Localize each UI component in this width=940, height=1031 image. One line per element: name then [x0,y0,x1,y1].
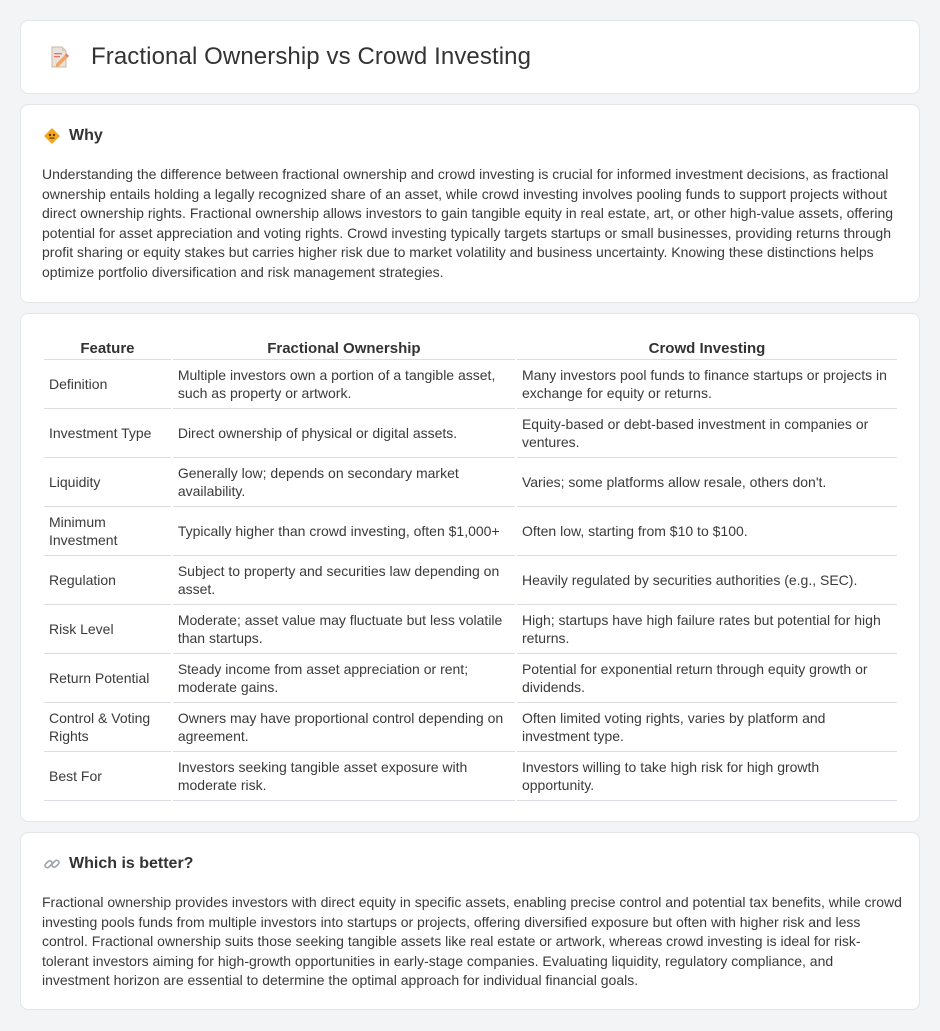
table-row [44,556,897,605]
why-section [20,104,920,303]
fractional-cell: Investors seeking tangible asset exposure with moderate risk. [173,752,515,801]
crowd-cell: Potential for exponential return through equity growth or dividends. [517,654,897,703]
header-fractional-ownership: Fractional Ownership [173,336,515,360]
comparison-table-card [20,313,920,822]
crowd-cell: High; startups have high failure rates but potential for high returns. [517,605,897,654]
fractional-cell: Typically higher than crowd investing, often $1,000+ [173,507,515,556]
crowd-cell: Often low, starting from $10 to $100. [517,507,897,556]
title-card [20,20,920,94]
why-text: Understanding the difference between fractional ownership and crowd investing is crucial for informed investment decisions, as fractional ownership entails holding a legally recognized share of an asset, while crowd investing involves pooling funds to support projects without direct ownership rights. Fractional ownership allows investors to gain tangible equity in real estate, art, or other high-value assets, offering potential for asset appreciation and voting rights. Crowd investing typically targets startups or small businesses, providing returns through profit sharing or equity stakes but carries higher risk due to market volatility and business uncertainty. Knowing these distinctions helps optimize portfolio diversification and risk management strategies. [42,166,894,280]
fractional-cell: Steady income from asset appreciation or rent; moderate gains. [173,654,515,703]
header-feature: Feature [44,336,171,360]
feature-cell: Investment Type [44,409,171,458]
fractional-cell: Owners may have proportional control depending on agreement. [173,703,515,752]
document-pencil-icon [47,45,71,69]
feature-cell: Regulation [44,556,171,605]
link-icon [43,855,61,873]
crowd-cell: Often limited voting rights, varies by platform and investment type. [517,703,897,752]
feature-cell: Definition [44,360,171,409]
table-row [44,605,897,654]
which-is-better-text: Fractional ownership provides investors with direct equity in specific assets, enabling precise control and potential tax benefits, while crowd investing pools funds from multiple investors into startups or projects, offering diversified exposure but often with higher risk and less control. Fractional ownership suits those seeking tangible assets like real estate or artwork, whereas crowd investing is ideal for risk-tolerant investors aiming for high-growth opportunities in early-stage companies. Evaluating liquidity, regulatory compliance, and investment horizon are essential to determine the optimal approach for individual financial goals. [42,894,902,988]
comparison-table [42,336,899,801]
crowd-cell: Investors willing to take high risk for high growth opportunity. [517,752,897,801]
fractional-cell: Moderate; asset value may fluctuate but less volatile than startups. [173,605,515,654]
table-row [44,360,897,409]
which-is-better-heading: Which is better? [69,855,194,872]
feature-cell: Best For [44,752,171,801]
crowd-cell: Heavily regulated by securities authorities (e.g., SEC). [517,556,897,605]
feature-cell: Minimum Investment [44,507,171,556]
table-row [44,507,897,556]
header-crowd-investing: Crowd Investing [517,336,897,360]
page-title: Fractional Ownership vs Crowd Investing [91,43,532,70]
feature-cell: Risk Level [44,605,171,654]
table-row [44,654,897,703]
table-row [44,752,897,801]
why-heading: Why [69,127,103,144]
crowd-cell: Equity-based or debt-based investment in companies or ventures. [517,409,897,458]
feature-cell: Liquidity [44,458,171,507]
which-is-better-section [20,832,920,1010]
fractional-cell: Subject to property and securities law depending on asset. [173,556,515,605]
diamond-sign-icon [43,127,61,145]
table-row [44,458,897,507]
fractional-cell: Multiple investors own a portion of a tangible asset, such as property or artwork. [173,360,515,409]
crowd-cell: Many investors pool funds to finance startups or projects in exchange for equity or returns. [517,360,897,409]
crowd-cell: Varies; some platforms allow resale, others don't. [517,458,897,507]
fractional-cell: Direct ownership of physical or digital assets. [173,409,515,458]
table-row [44,703,897,752]
table-header-row [44,336,897,360]
feature-cell: Return Potential [44,654,171,703]
fractional-cell: Generally low; depends on secondary market availability. [173,458,515,507]
feature-cell: Control & Voting Rights [44,703,171,752]
table-row [44,409,897,458]
